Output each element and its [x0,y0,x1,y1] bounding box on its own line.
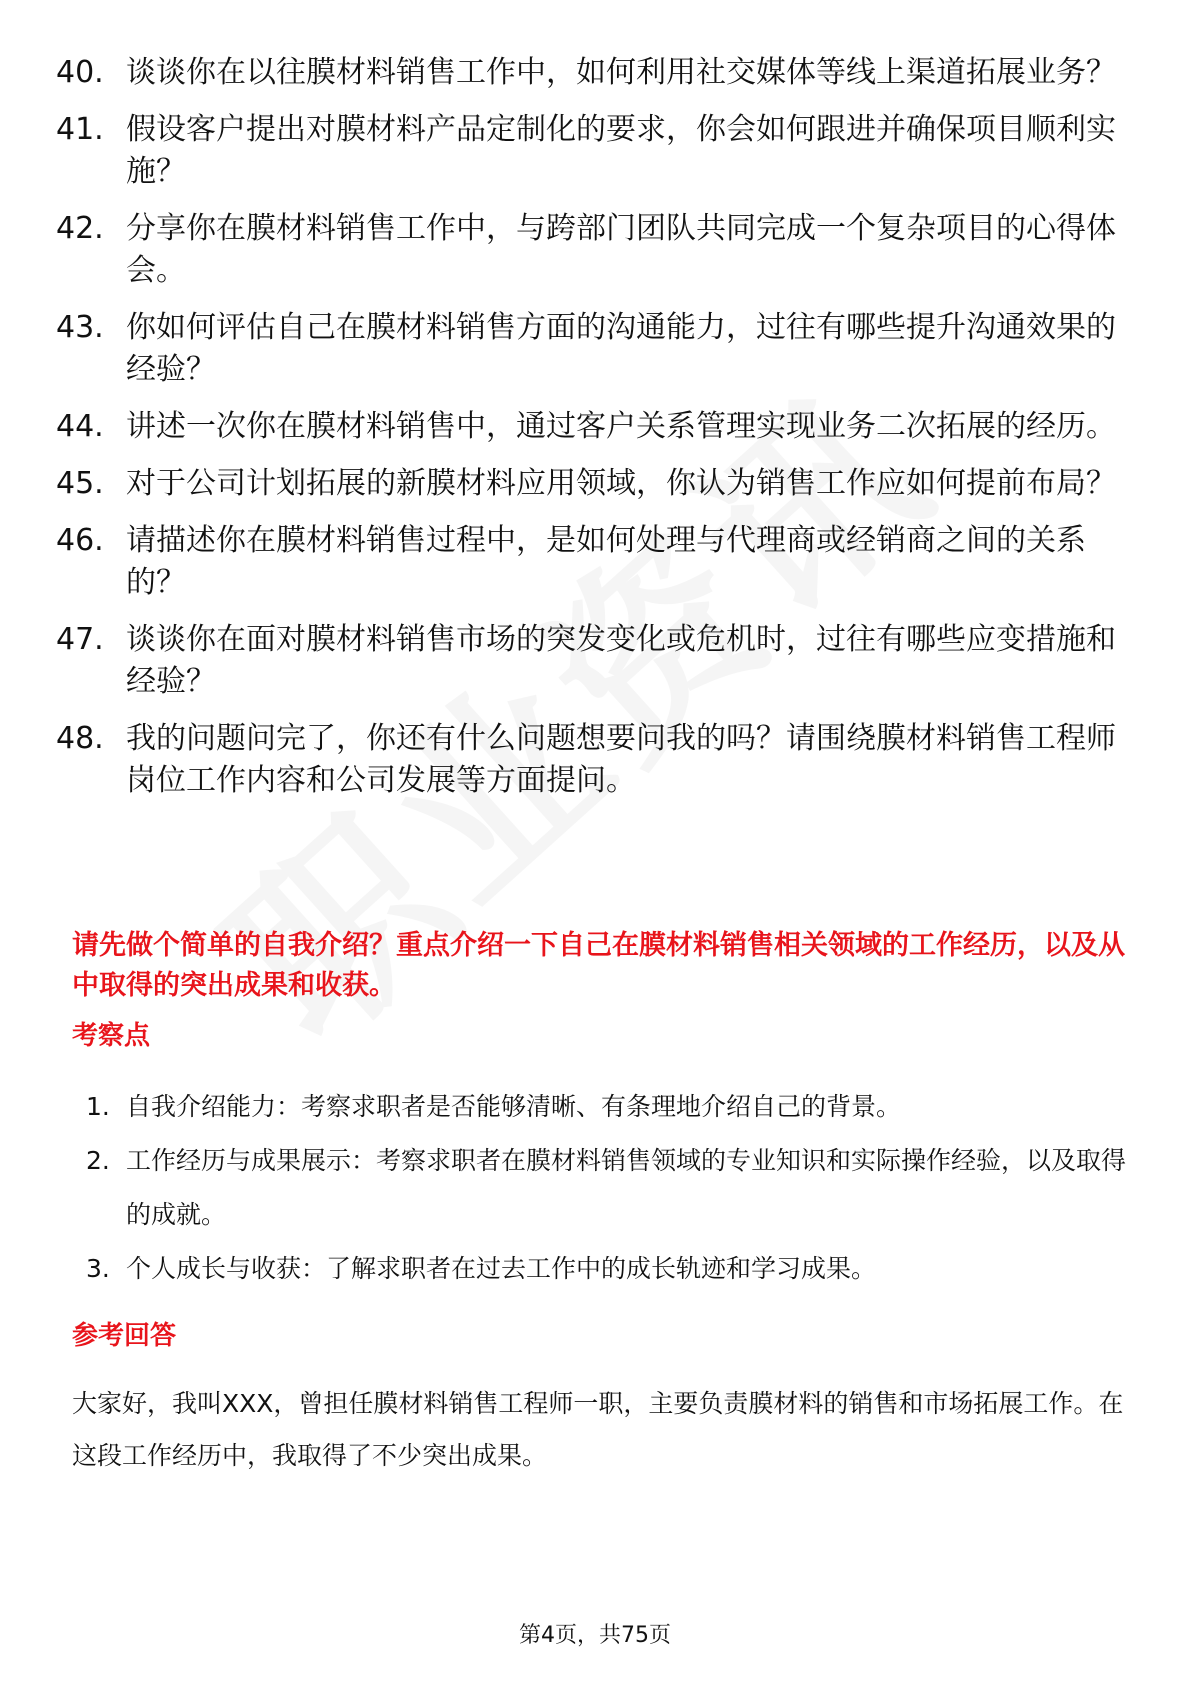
question-text: 分享你在膜材料销售工作中，与跨部门团队共同完成一个复杂项目的心得体会。 [126,211,1116,288]
question-number: 48. [56,721,104,756]
point-number: 2. [86,1146,110,1175]
question-text: 你如何评估自己在膜材料销售方面的沟通能力，过往有哪些提升沟通效果的经验？ [126,310,1116,387]
point-number: 3. [86,1254,110,1283]
question-item [56,208,1136,292]
question-item [56,109,1136,193]
question-number: 40. [56,55,104,90]
question-item [56,718,1136,802]
question-item [56,619,1136,703]
question-item [56,406,1136,448]
point-text: 自我介绍能力：考察求职者是否能够清晰、有条理地介绍自己的背景。 [126,1092,902,1121]
assessment-heading: 考察点 [72,1021,151,1051]
question-text: 谈谈你在面对膜材料销售市场的突发变化或危机时，过往有哪些应变措施和经验？ [126,622,1116,699]
page-footer: 第4页，共75页 [519,1623,671,1648]
question-number: 46. [56,523,104,558]
featured-question: 请先做个简单的自我介绍？重点介绍一下自己在膜材料销售相关领域的工作经历，以及从中取得的突出成果和收获。 [72,930,1125,1001]
question-item [56,463,1136,505]
assessment-point [72,1134,1132,1242]
question-number: 45. [56,466,104,501]
assessment-points [72,1080,1132,1296]
question-number: 43. [56,310,104,345]
question-number: 41. [56,112,104,147]
point-number: 1. [86,1092,110,1121]
question-number: 44. [56,409,104,444]
question-text: 讲述一次你在膜材料销售中，通过客户关系管理实现业务二次拓展的经历。 [126,409,1116,444]
point-text: 工作经历与成果展示：考察求职者在膜材料销售领域的专业知识和实际操作经验，以及取得的成就。 [126,1146,1127,1229]
question-item [56,307,1136,391]
question-number: 47. [56,622,104,657]
assessment-point [72,1242,1132,1296]
point-text: 个人成长与收获：了解求职者在过去工作中的成长轨迹和学习成果。 [126,1254,877,1283]
question-text: 对于公司计划拓展的新膜材料应用领域，你认为销售工作应如何提前布局？ [126,466,1116,501]
question-list [56,52,1136,817]
question-text: 我的问题问完了，你还有什么问题想要问我的吗？请围绕膜材料销售工程师岗位工作内容和公司发展等方面提问。 [126,721,1116,798]
assessment-point [72,1080,1132,1134]
reference-answer: 大家好，我叫XXX，曾担任膜材料销售工程师一职，主要负责膜材料的销售和市场拓展工作。在这段工作经历中，我取得了不少突出成果。 [72,1389,1124,1470]
question-number: 42. [56,211,104,246]
question-text: 谈谈你在以往膜材料销售工作中，如何利用社交媒体等线上渠道拓展业务？ [126,55,1116,90]
question-item [56,520,1136,604]
question-text: 假设客户提出对膜材料产品定制化的要求，你会如何跟进并确保项目顺利实施？ [126,112,1116,189]
question-item [56,52,1136,94]
reference-heading: 参考回答 [72,1321,177,1351]
question-text: 请描述你在膜材料销售过程中，是如何处理与代理商或经销商之间的关系的？ [126,523,1086,600]
